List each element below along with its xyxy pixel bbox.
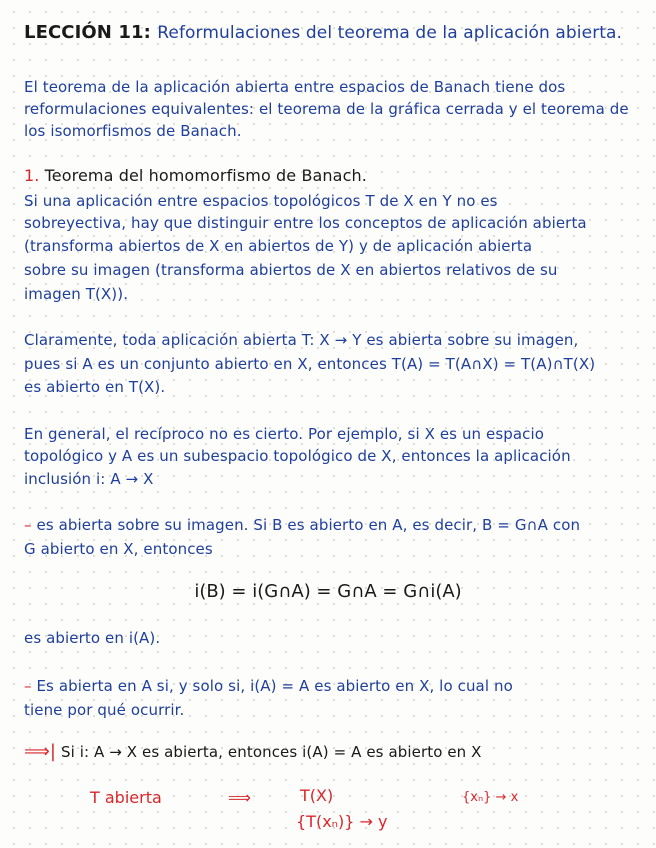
section-line: sobreyectiva, hay que distinguir entre los conceptos de aplicación abierta [24, 214, 587, 232]
section-line: (transforma abiertos de X en abiertos de Y) y de aplicación abierta [24, 237, 533, 255]
intro-line: reformulaciones equivalentes: el teorema de la gráfica cerrada y el teorema de [24, 100, 629, 118]
section-heading [24, 165, 367, 187]
intro-line: los isomorfismos de Banach. [24, 122, 242, 140]
paragraph-line: inclusión i: A → X [24, 470, 154, 488]
paragraph-line: pues si A es un conjunto abierto en X, entonces T(A) = T(A∩X) = T(A)∩T(X) [24, 355, 596, 373]
bullet-dash: – [24, 677, 32, 695]
bullet-line: G abierto en X, entonces [24, 540, 213, 558]
paragraph-line: es abierto en i(A). [24, 629, 161, 647]
section-line: imagen T(X)). [24, 285, 129, 303]
lesson-label: LECCIÓN 11: [24, 22, 151, 43]
implies-arrow: ⟹ [228, 788, 251, 807]
paragraph-line: topológico y A es un subespacio topológico de X, entonces la aplicación [24, 447, 571, 465]
implication-text: Si i: A → X es abierta, entonces i(A) = A es abierto en X [60, 743, 482, 761]
note-t-abierta: T abierta [90, 788, 162, 807]
bullet-line: tiene por qué ocurrir. [24, 701, 185, 719]
section-title: Teorema del homomorfismo de Banach. [44, 166, 367, 185]
section-line: Si una aplicación entre espacios topológicos T de X en Y no es [24, 192, 498, 210]
intro-line: El teorema de la aplicación abierta entre espacios de Banach tiene dos [24, 78, 566, 96]
bullet-line [24, 514, 580, 536]
bullet-line [24, 675, 513, 697]
paragraph-line: Claramente, toda aplicación abierta T: X → Y es abierta sobre su imagen, [24, 331, 579, 349]
bullet-text: es abierta sobre su imagen. Si B es abierto en A, es decir, B = G∩A con [36, 516, 581, 534]
paragraph-line: En general, el recíproco no es cierto. Por ejemplo, si X es un espacio [24, 425, 545, 443]
implication-arrow: ⟹| [24, 741, 57, 762]
section-number: 1. [24, 166, 40, 185]
page-title [24, 22, 622, 44]
paragraph-line: es abierto en T(X). [24, 378, 166, 396]
lesson-title-text: Reformulaciones del teorema de la aplicación abierta. [157, 23, 623, 43]
bullet-dash: – [24, 516, 32, 534]
section-line: sobre su imagen (transforma abiertos de X en abiertos relativos de su [24, 261, 558, 279]
implication-line [24, 741, 482, 763]
equation: i(B) = i(G∩A) = G∩A = G∩i(A) [194, 581, 462, 602]
bullet-text: Es abierta en A si, y solo si, i(A) = A es abierto en X, lo cual no [36, 677, 513, 695]
note-tx: T(X) [300, 786, 334, 805]
note-txn: {T(xₙ)} → y [296, 812, 388, 831]
note-xn: {xₙ} → x [462, 790, 519, 805]
